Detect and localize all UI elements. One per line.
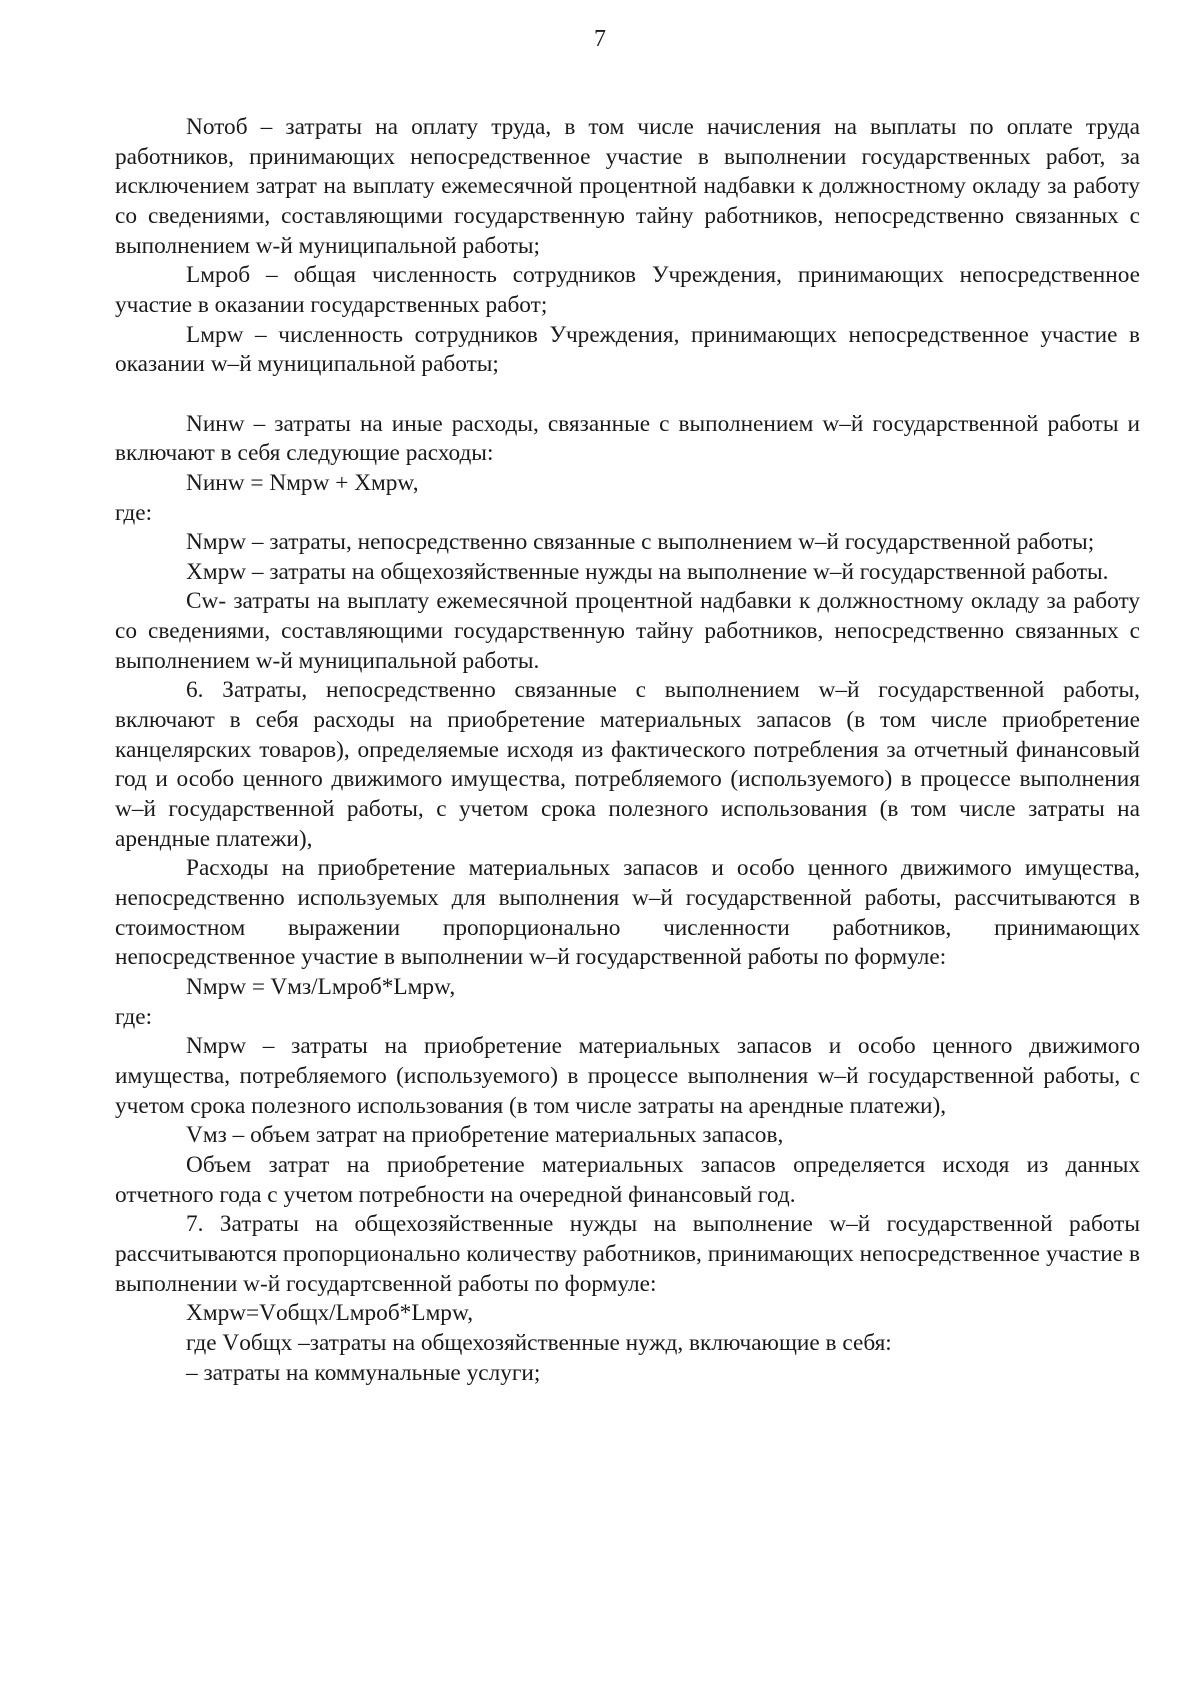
paragraph-cw-definition: Cw- затраты на выплату ежемесячной процентной надбавки к должностному окладу за работу со сведениями, составляющими государственную тайну работников, непосредственно связанных с выполнением w-й муниципальной работы.: [115, 588, 1140, 674]
paragraph-ninw-definition: Nинw – затраты на иные расходы, связанные с выполнением w–й государственной работы и включают в себя следующие расходы:: [115, 410, 1140, 467]
paragraph-lmrob-definition: Lмроб – общая численность сотрудников Учреждения, принимающих непосредственное участие в оказании государственных работ;: [115, 262, 1140, 318]
formula-ninw: Nинw = Nмрw + Xмрw,: [186, 469, 419, 496]
paragraph-vmz-definition: Vмз – объем затрат на приобретение материальных запасов,: [186, 1122, 784, 1149]
paragraph-section-7: 7. Затраты на общехозяйственные нужды на выполнение w–й государственной работы рассчитываются пропорционально количеству работников, принимающих непосредственное участие в выполнении w-й государтсвенной работы по формуле:: [115, 1211, 1140, 1297]
paragraph-vobshx-definition: где Vобщх –затраты на общехозяйственные нужд, включающие в себя:: [186, 1329, 892, 1356]
paragraph-expenses-calculation: Расходы на приобретение материальных запасов и особо ценного движимого имущества, непосредственно используемых для выполнения w–й государственной работы, рассчитываются в стоимостном выражении пропорционально численности работников, принимающих непосредственное участие в выполнении w–й государственной работы по формуле:: [115, 855, 1140, 971]
paragraph-volume-of-costs: Объем затрат на приобретение материальных запасов определяется исходя из данных отчетного года с учетом потребности на очередной финансовый год.: [115, 1151, 1140, 1208]
document-body: [115, 113, 1140, 1388]
formula-xmrw: Xмрw=Vобщх/Lмроб*Lмрw,: [186, 1300, 474, 1327]
paragraph-nmrw-materials-definition: Nмрw – затраты на приобретение материальных запасов и особо ценного движимого имущества, потребляемого (используемого) в процессе выполнения w–й государственной работы, с учетом срока полезного использования (в том числе затраты на арендные платежи),: [115, 1033, 1140, 1119]
blank-line: [115, 380, 1140, 410]
paragraph-lmrw-definition: Lмрw – численность сотрудников Учреждения, принимающих непосредственное участие в оказании w–й муниципальной работы;: [115, 321, 1140, 378]
paragraph-section-6: 6. Затраты, непосредственно связанные с выполнением w–й государственной работы, включают в себя расходы на приобретение материальных запасов (в том числе приобретение канцелярских товаров), определяемые исходя из фактического потребления за отчетный финансовый год и особо ценного движимого имущества, потребляемого (используемого) в процессе выполнения w–й государственной работы, с учетом срока полезного использования (в том числе затраты на арендные платежи),: [115, 677, 1140, 852]
paragraph-nmrw-definition: Nмрw – затраты, непосредственно связанные с выполнением w–й государственной работы;: [186, 529, 1095, 556]
formula-nmrw: Nмрw = Vмз/Lмроб*Lмрw,: [186, 974, 456, 1001]
paragraph-xmrw-definition: Xмрw – затраты на общехозяйственные нужды на выполнение w–й государственной работы.: [186, 558, 1109, 585]
where-label: где:: [115, 1003, 153, 1030]
paragraph-notob-definition: Nотоб – затраты на оплату труда, в том числе начисления на выплаты по оплате труда работников, принимающих непосредственное участие в выполнении государственных работ, за исключением затрат на выплату ежемесячной процентной надбавки к должностному окладу за работу со сведениями, составляющими государственную тайну работников, непосредственно связанных с выполнением w-й муниципальной работы;: [115, 114, 1140, 259]
list-item-utilities: – затраты на коммунальные услуги;: [186, 1359, 541, 1386]
page-number: 7: [594, 26, 606, 52]
where-label: где:: [115, 499, 153, 526]
